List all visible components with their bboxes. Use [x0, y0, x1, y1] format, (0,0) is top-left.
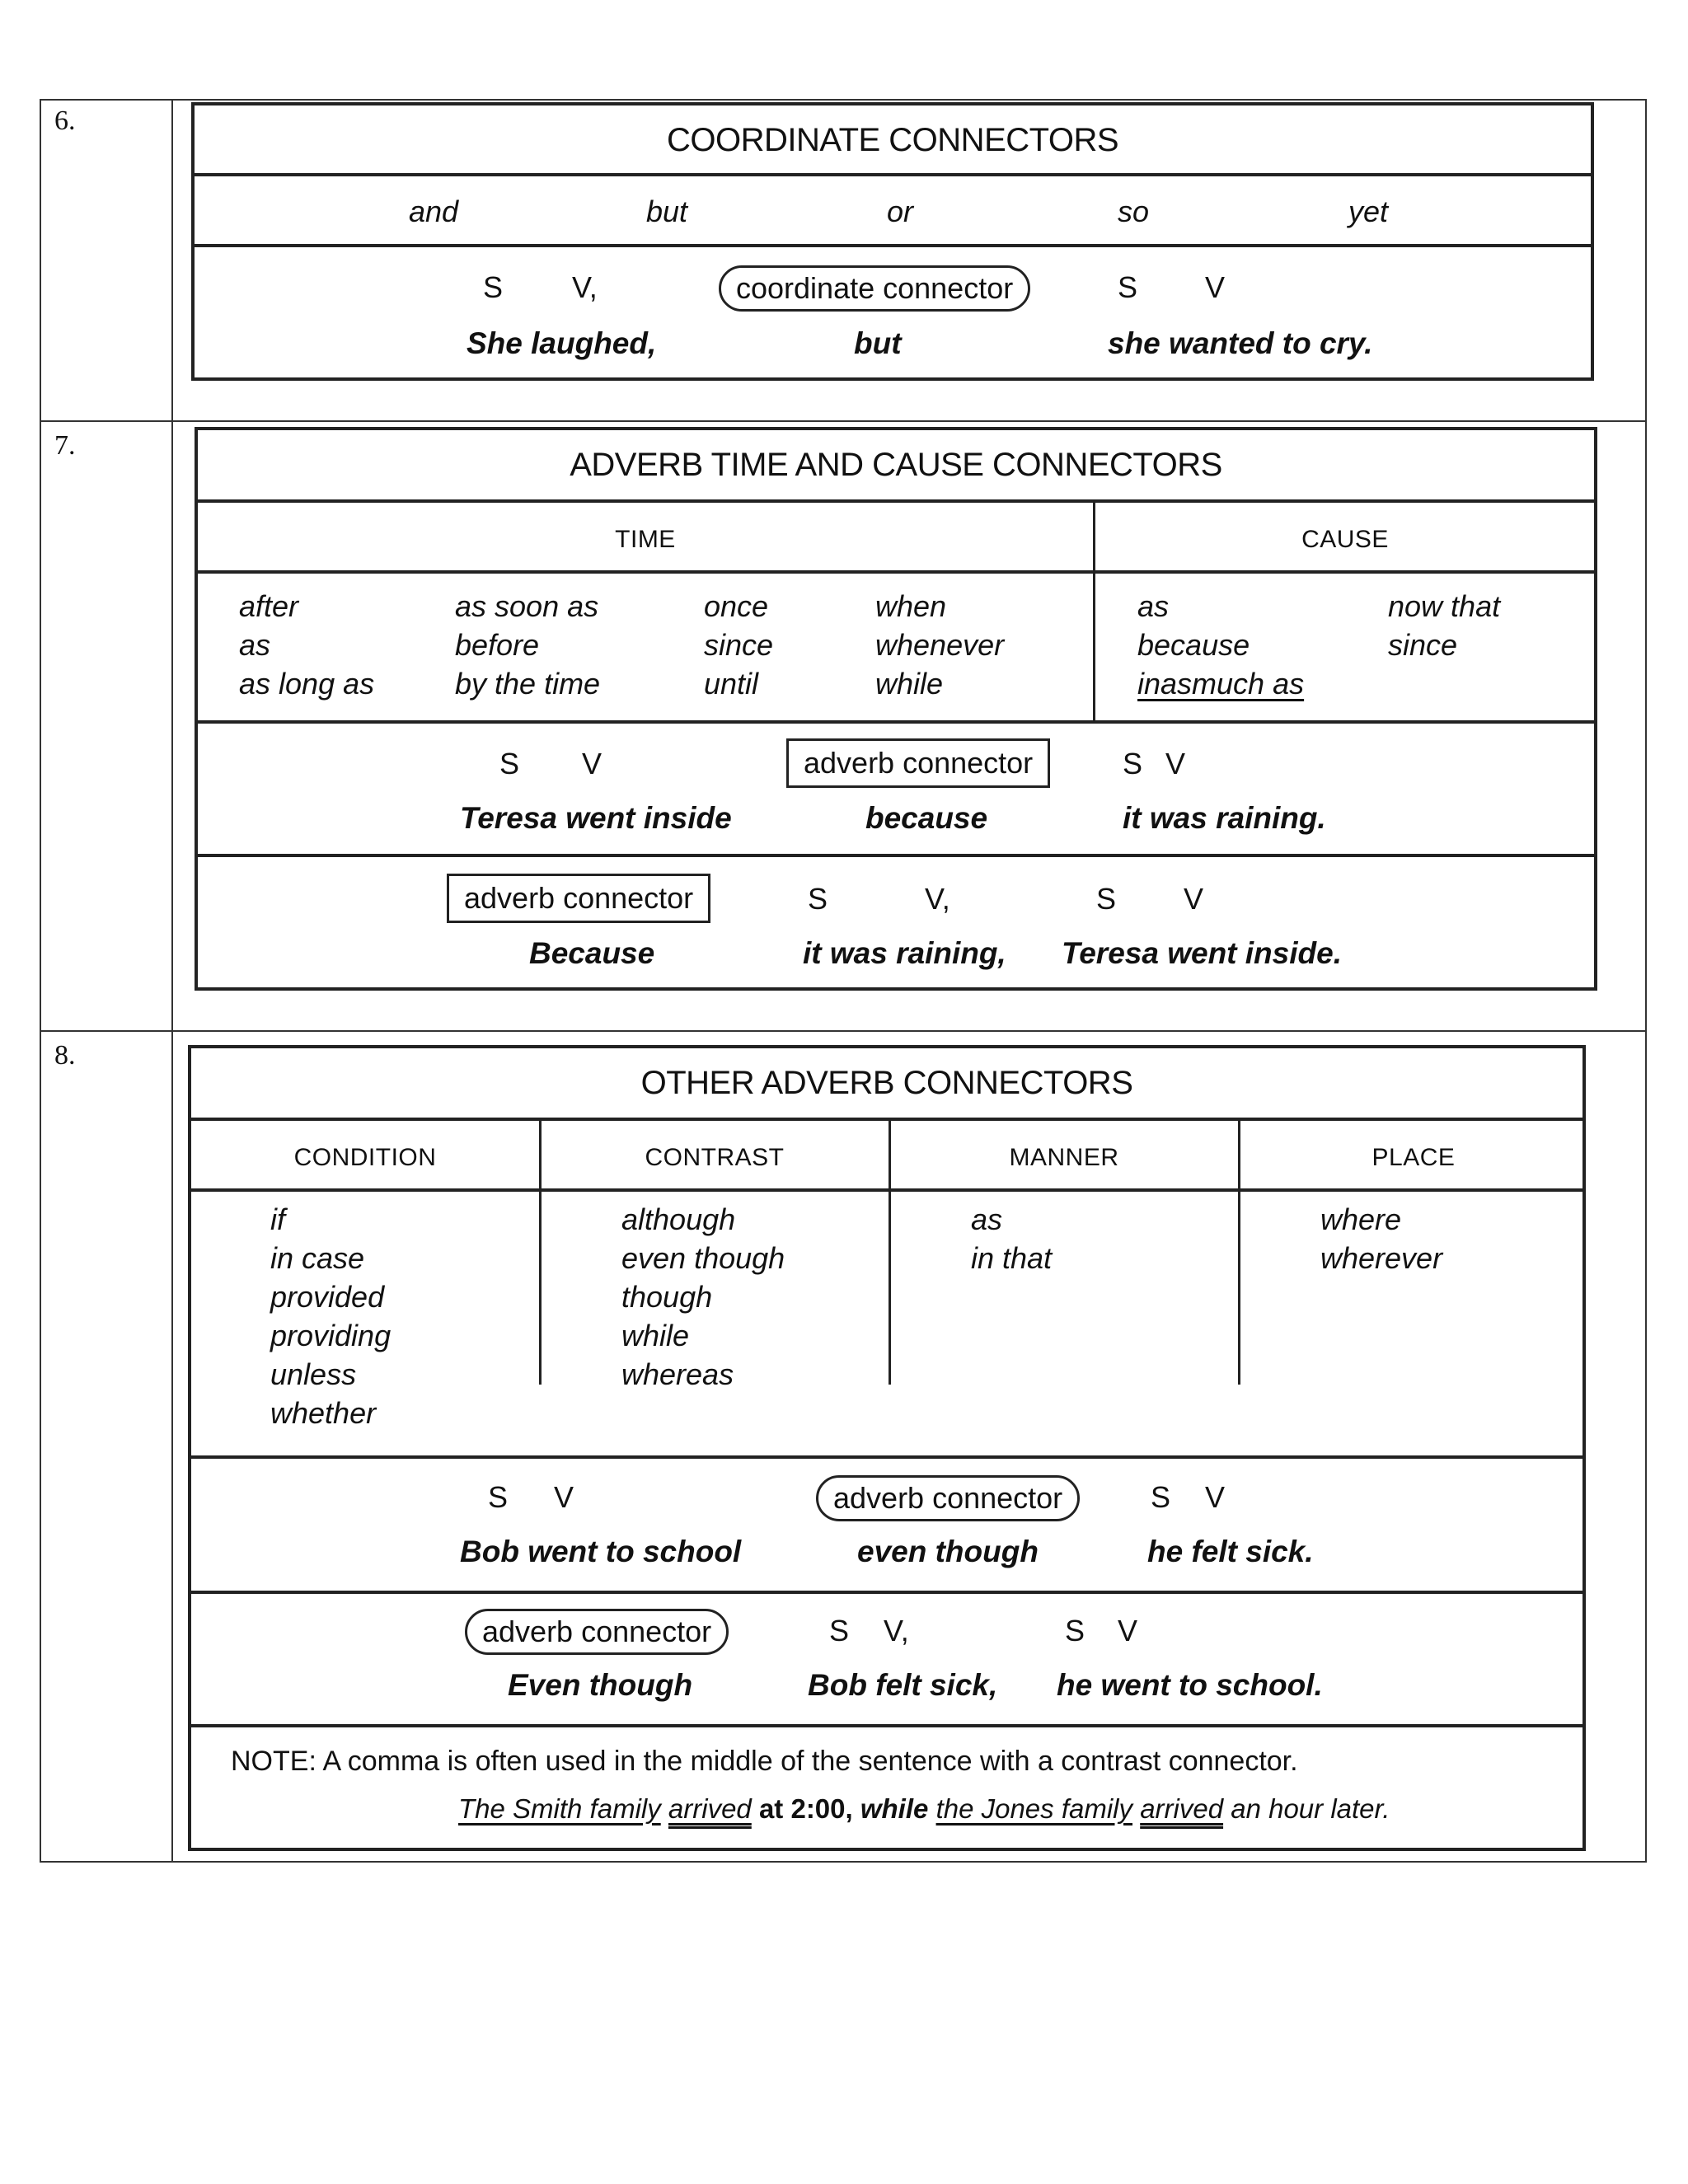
example-clause: it was raining.	[1123, 801, 1326, 835]
example-clause: he felt sick.	[1147, 1535, 1314, 1568]
list-item: whether	[270, 1396, 377, 1430]
divider	[198, 720, 1594, 724]
space	[1132, 1793, 1140, 1824]
list-item: providing	[270, 1319, 392, 1352]
subject-label: S	[499, 747, 520, 780]
example-clause: Bob felt sick,	[808, 1668, 998, 1702]
other-title: OTHER ADVERB CONNECTORS	[640, 1065, 1133, 1101]
example-clause: she wanted to cry.	[1108, 326, 1373, 360]
list-item: as	[971, 1202, 1003, 1236]
verb-label: V	[1165, 747, 1186, 780]
coordinate-connectors-box	[191, 102, 1594, 381]
list-item: until	[704, 667, 759, 701]
row-divider	[40, 420, 1647, 422]
example-connector: Even though	[508, 1668, 693, 1702]
example-connector: but	[854, 326, 902, 360]
list-item: whenever	[875, 628, 1005, 662]
list-item: whereas	[621, 1357, 734, 1391]
verb-label: V	[1118, 1614, 1138, 1647]
note-end: an hour later.	[1223, 1793, 1390, 1824]
subject-label: S	[1096, 882, 1117, 916]
row-number: 7.	[54, 430, 76, 461]
list-item: when	[875, 589, 947, 623]
coordinate-connector-label: coordinate connector	[719, 265, 1030, 312]
verb-double-underlined: arrived	[668, 1793, 752, 1824]
time-header: TIME	[615, 526, 676, 553]
time-cause-title: ADVERB TIME AND CAUSE CONNECTORS	[570, 447, 1222, 483]
subject-label: S	[829, 1614, 850, 1647]
note-connector: while	[860, 1793, 929, 1824]
connector-word: or	[887, 194, 914, 228]
verb-label: V	[554, 1480, 574, 1514]
example-clause: Teresa went inside.	[1062, 936, 1342, 970]
list-item: even though	[621, 1241, 785, 1275]
list-item: provided	[270, 1280, 385, 1314]
verb-label: V,	[884, 1614, 909, 1647]
divider	[195, 173, 1591, 176]
note-example	[458, 1793, 1390, 1825]
row-number: 8.	[54, 1040, 76, 1071]
verb-label: V,	[925, 882, 950, 916]
list-item: because	[1137, 628, 1250, 662]
space	[928, 1793, 935, 1824]
note-middle: at 2:00,	[751, 1793, 860, 1824]
verb-label: V	[582, 747, 603, 780]
adverb-connector-label: adverb connector	[447, 874, 710, 923]
subject-underlined: The Smith family	[458, 1793, 661, 1824]
time-list	[239, 587, 374, 703]
column-divider	[171, 99, 173, 1863]
connector-word: so	[1118, 194, 1150, 228]
verb-label: V	[1184, 882, 1204, 916]
example-connector: even though	[857, 1535, 1039, 1568]
list-item: wherever	[1320, 1241, 1443, 1275]
divider	[198, 499, 1594, 503]
list-item: as long as	[239, 667, 375, 701]
divider	[198, 854, 1594, 857]
verb-label: V	[1205, 270, 1226, 304]
time-list	[455, 587, 600, 703]
adverb-connector-label: adverb connector	[786, 738, 1050, 788]
row-number: 6.	[54, 105, 76, 136]
note-text: NOTE: A comma is often used in the middle of the sentence with a contrast connector.	[231, 1746, 1298, 1777]
list-item: in that	[971, 1241, 1053, 1275]
cause-header: CAUSE	[1301, 526, 1389, 553]
row-divider	[40, 1030, 1647, 1032]
list-item: while	[621, 1319, 690, 1352]
contrast-header: CONTRAST	[645, 1144, 785, 1171]
connector-word: yet	[1348, 194, 1389, 228]
divider	[191, 1118, 1582, 1121]
list-item: where	[1320, 1202, 1402, 1236]
connector-word: and	[409, 194, 459, 228]
list-item: unless	[270, 1357, 357, 1391]
connector-word: but	[646, 194, 688, 228]
example-clause: She laughed,	[467, 326, 657, 360]
place-header: PLACE	[1372, 1144, 1456, 1171]
example-clause: he went to school.	[1057, 1668, 1323, 1702]
place-list	[1320, 1200, 1442, 1277]
list-item: though	[621, 1280, 713, 1314]
list-item: after	[239, 589, 299, 623]
list-item: since	[1388, 628, 1458, 662]
adverb-connector-label: adverb connector	[465, 1609, 729, 1655]
manner-header: MANNER	[1009, 1144, 1119, 1171]
subject-label: S	[1151, 1480, 1171, 1514]
condition-header: CONDITION	[293, 1144, 437, 1171]
list-item: inasmuch as	[1137, 667, 1305, 701]
divider	[191, 1724, 1582, 1727]
time-cause-connectors-box	[195, 427, 1597, 991]
subject-label: S	[483, 270, 504, 304]
list-item: although	[621, 1202, 736, 1236]
time-list	[704, 587, 773, 703]
verb-double-underlined: arrived	[1140, 1793, 1224, 1824]
divider	[191, 1455, 1582, 1459]
condition-list	[270, 1200, 391, 1432]
time-list	[875, 587, 1004, 703]
list-item: since	[704, 628, 774, 662]
list-item: as	[239, 628, 271, 662]
verb-label: V	[1205, 1480, 1226, 1514]
other-connectors-box	[188, 1045, 1586, 1851]
coordinate-title: COORDINATE CONNECTORS	[666, 122, 1119, 158]
list-item: as soon as	[455, 589, 599, 623]
subject-label: S	[488, 1480, 509, 1514]
example-clause: it was raining,	[803, 936, 1006, 970]
subject-label: S	[1065, 1614, 1085, 1647]
divider	[195, 244, 1591, 247]
example-connector: Because	[529, 936, 655, 970]
example-connector: because	[865, 801, 988, 835]
manner-list	[971, 1200, 1052, 1277]
list-item: as	[1137, 589, 1170, 623]
subject-label: S	[808, 882, 828, 916]
list-item: before	[455, 628, 540, 662]
list-item: while	[875, 667, 944, 701]
cause-list	[1137, 587, 1304, 703]
list-item: now that	[1388, 589, 1501, 623]
example-clause: Bob went to school	[460, 1535, 742, 1568]
example-clause: Teresa went inside	[460, 801, 732, 835]
subject-underlined: the Jones family	[935, 1793, 1133, 1824]
cause-list	[1388, 587, 1500, 664]
adverb-connector-label: adverb connector	[816, 1475, 1080, 1521]
divider	[191, 1188, 1582, 1192]
list-item: if	[270, 1202, 285, 1236]
contrast-list	[621, 1200, 785, 1394]
verb-label: V,	[572, 270, 598, 304]
divider	[191, 1591, 1582, 1594]
space	[661, 1793, 668, 1824]
divider	[198, 570, 1594, 574]
list-item: once	[704, 589, 769, 623]
list-item: in case	[270, 1241, 365, 1275]
subject-label: S	[1123, 747, 1143, 780]
subject-label: S	[1118, 270, 1138, 304]
list-item: by the time	[455, 667, 601, 701]
